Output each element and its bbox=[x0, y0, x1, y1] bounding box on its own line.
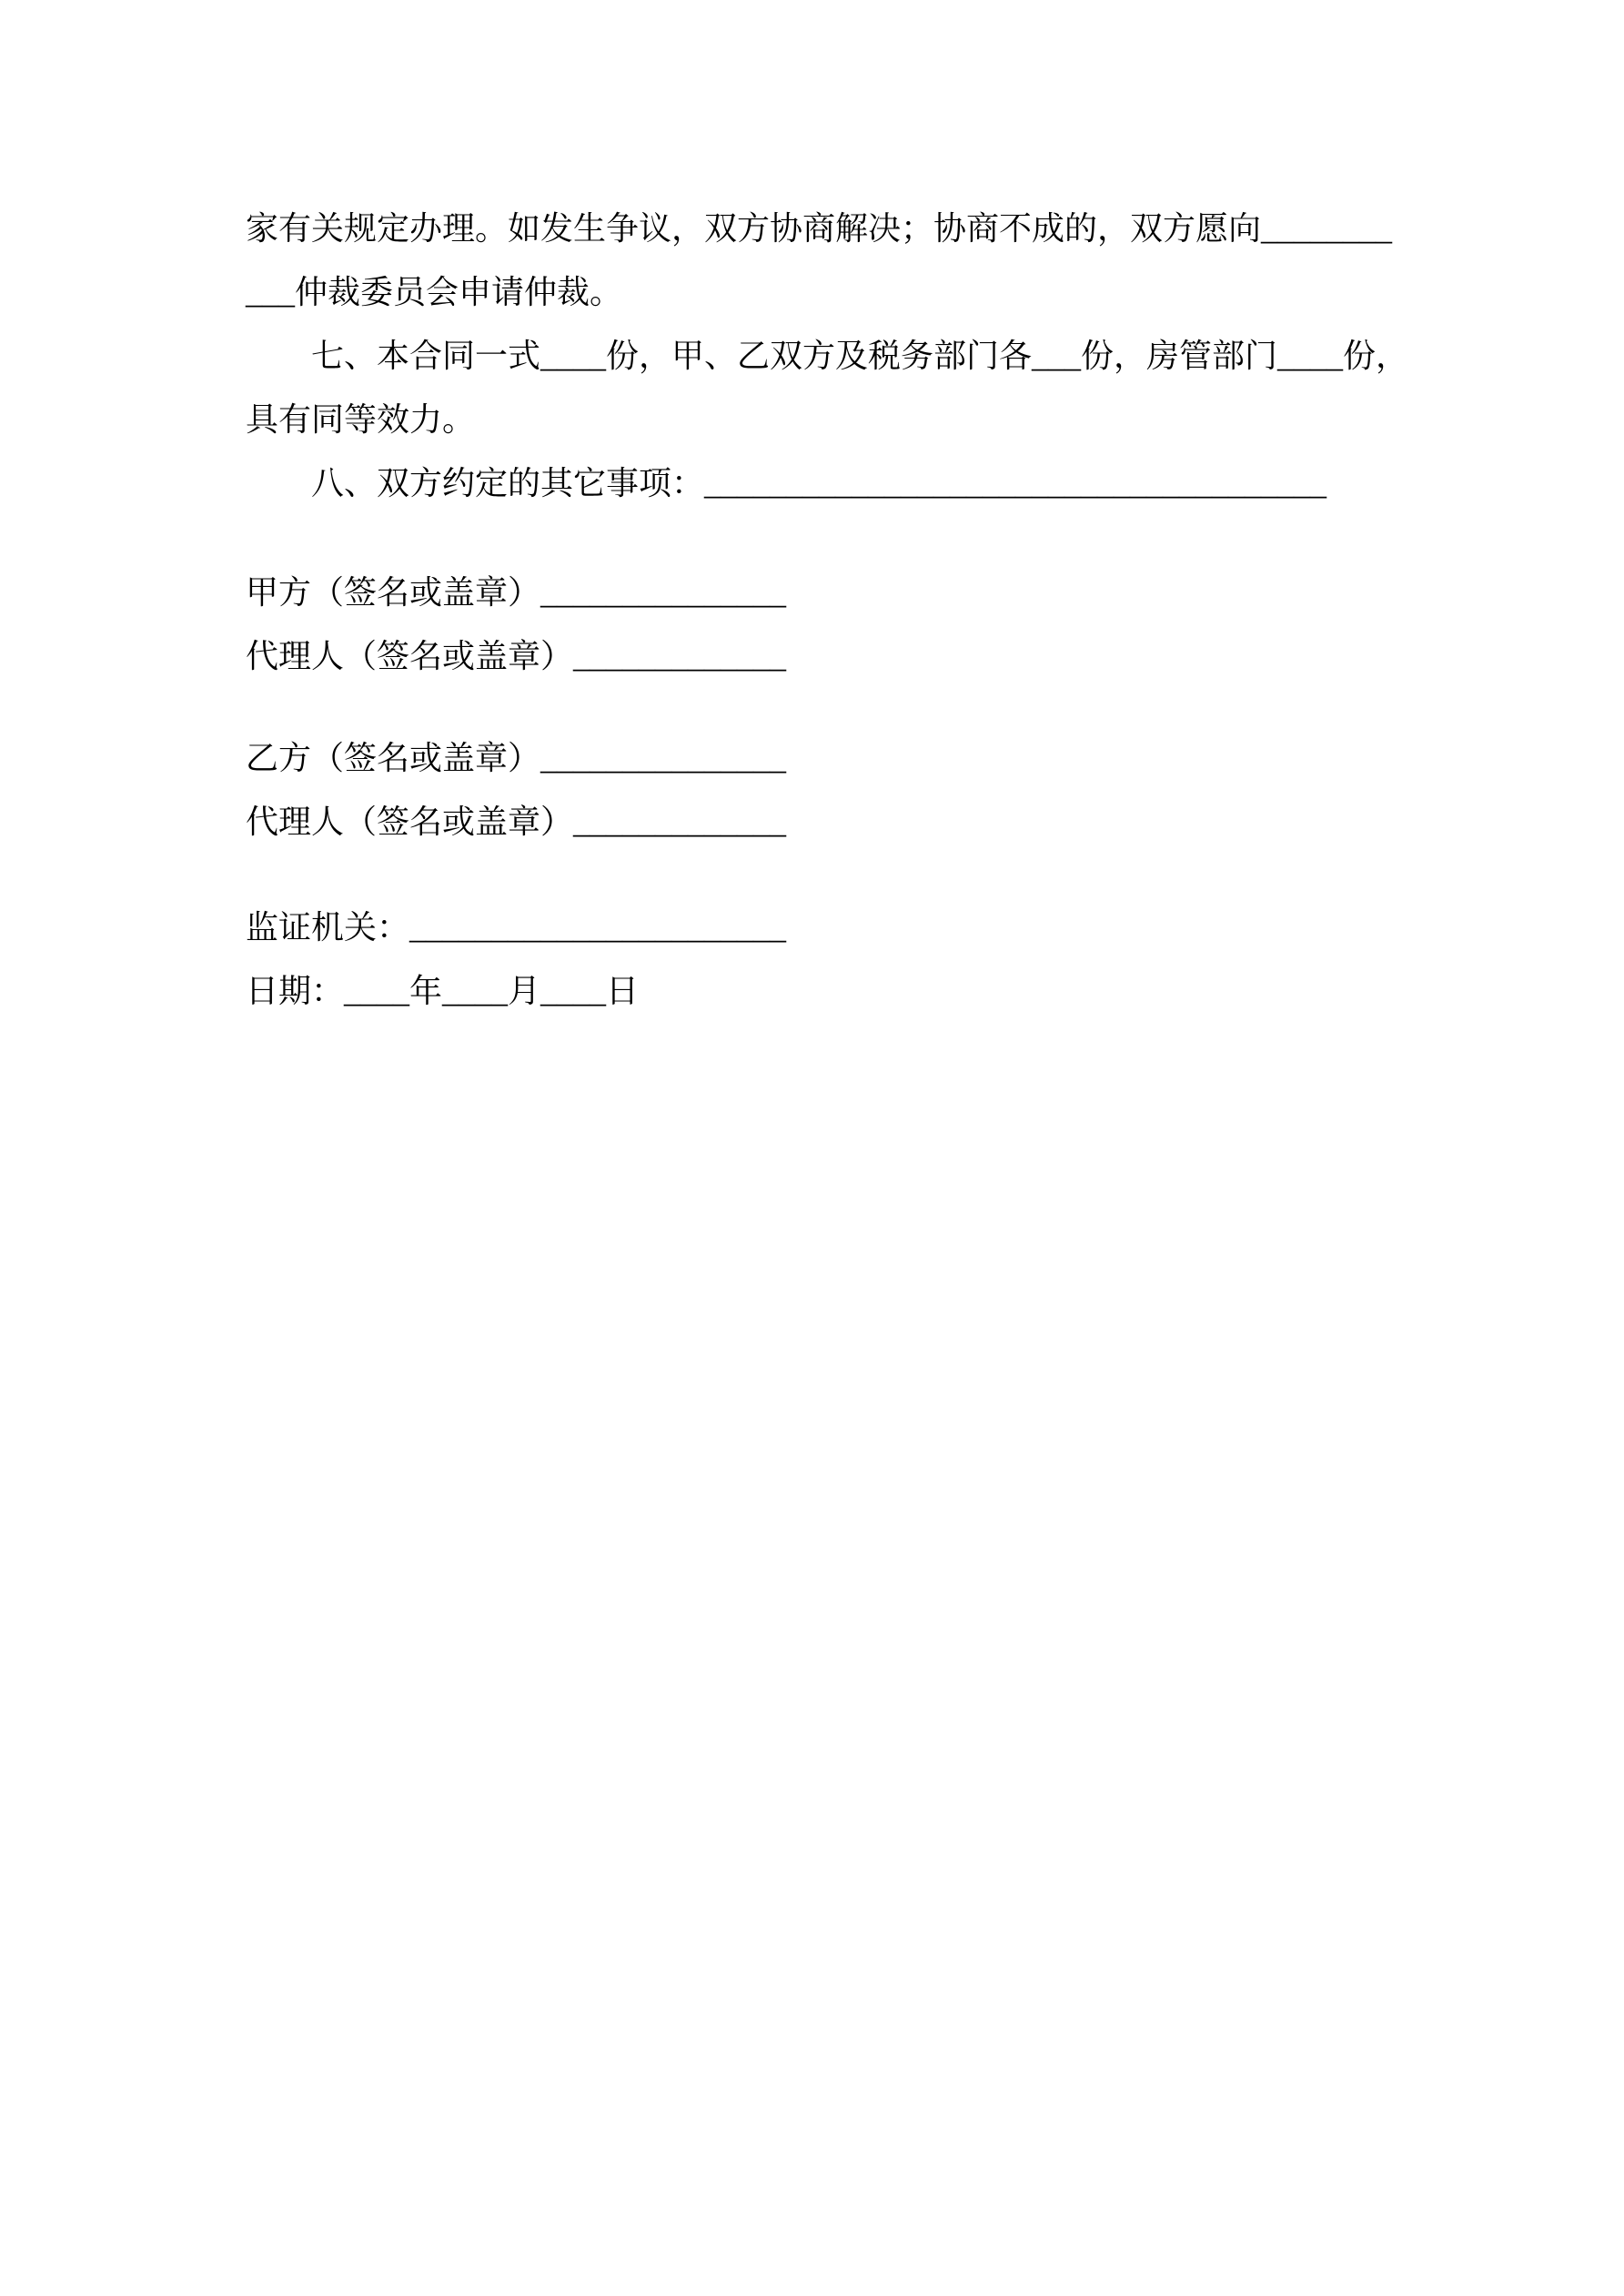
date-line: 日期：____年____月____日 bbox=[246, 973, 640, 1009]
party-b-signature-line: 乙方（签名或盖章）_______________ bbox=[246, 740, 787, 776]
clause-eight-line: 八、双方约定的其它事项：______________________________________ bbox=[311, 465, 1327, 501]
party-a-signature-line: 甲方（签名或盖章）_______________ bbox=[246, 574, 787, 611]
clause-seven-line: 七、本合同一式____份，甲、乙双方及税务部门各___份，房管部门____份， bbox=[311, 338, 1409, 374]
party-a-agent-signature-line: 代理人（签名或盖章）_____________ bbox=[246, 638, 787, 674]
party-b-agent-signature-line: 代理人（签名或盖章）_____________ bbox=[246, 804, 787, 840]
clause-seven-continuation-line: 具有同等效力。 bbox=[246, 401, 476, 438]
arbitration-committee-line: ___仲裁委员会申请仲裁。 bbox=[246, 274, 623, 310]
clause-six-continuation-line: 家有关规定办理。如发生争议，双方协商解决；协商不成的，双方愿向________ bbox=[246, 210, 1393, 247]
notary-authority-line: 监证机关：_______________________ bbox=[246, 909, 787, 946]
